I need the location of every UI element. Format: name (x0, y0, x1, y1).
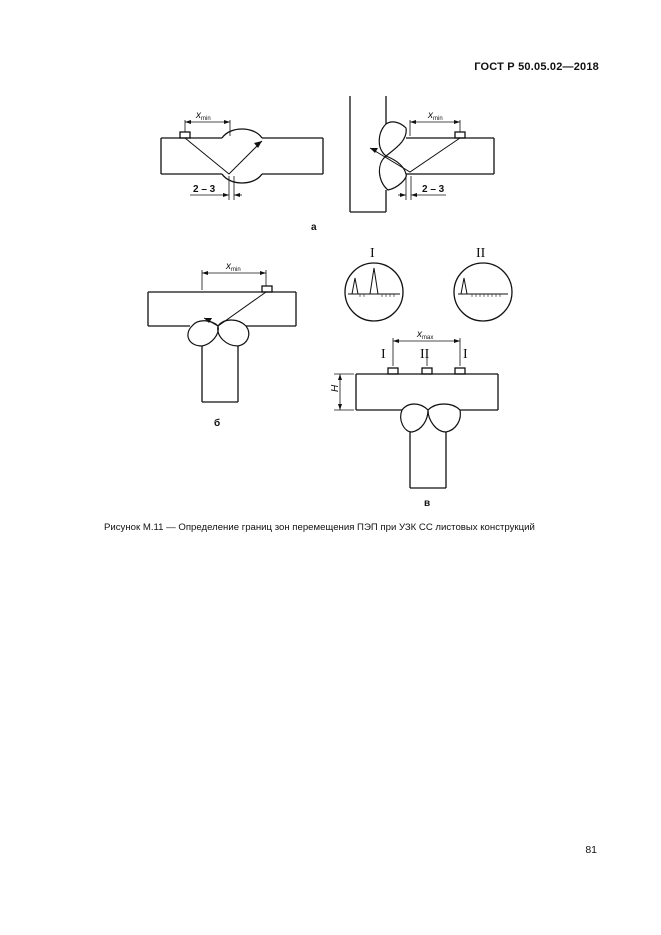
signal-screen-two (454, 263, 512, 321)
probe-icon (455, 368, 465, 374)
roman-two-mid: II (420, 347, 430, 362)
svg-text:xmin: $x_{min}$ (428, 110, 443, 122)
svg-text:xmin: $x_{min}$ (196, 110, 211, 122)
dim-xmin-b: x (226, 261, 231, 272)
probe-icon (422, 368, 432, 374)
panel-label-a: а (311, 222, 317, 233)
svg-text:xmax: $x_{max}$ (417, 329, 434, 341)
t-joint-diagram-b (148, 270, 296, 402)
probe-icon (180, 132, 190, 138)
roman-one-top: I (370, 246, 375, 261)
t-joint-diagram-c (334, 263, 512, 488)
butt-joint-diagram (161, 120, 323, 200)
probe-icon (262, 286, 272, 292)
document-header: ГОСТ Р 50.05.02—2018 (474, 61, 599, 73)
roman-one-right: I (463, 347, 468, 362)
roman-one-left: I (381, 347, 386, 362)
page-number: 81 (585, 844, 597, 856)
dim-xmin-a1: x (196, 110, 201, 121)
dim-gap-a1: 2 – 3 (193, 184, 216, 195)
svg-text:xmin: $x_{min}$ (226, 261, 241, 273)
figure-caption: Рисунок М.11 — Определение границ зон перемещения ПЭП при УЗК СС листовых конструкций (104, 522, 535, 533)
signal-screen-one (345, 263, 403, 321)
roman-two-top: II (476, 246, 486, 261)
dim-gap-a2: 2 – 3 (422, 184, 445, 195)
panel-label-c: в (424, 498, 431, 509)
probe-icon (455, 132, 465, 138)
dim-thickness: H (330, 384, 341, 392)
panel-label-b: б (214, 418, 221, 429)
dim-xmin-a2: x (428, 110, 433, 121)
dim-xmax: x (417, 329, 422, 340)
probe-icon (388, 368, 398, 374)
